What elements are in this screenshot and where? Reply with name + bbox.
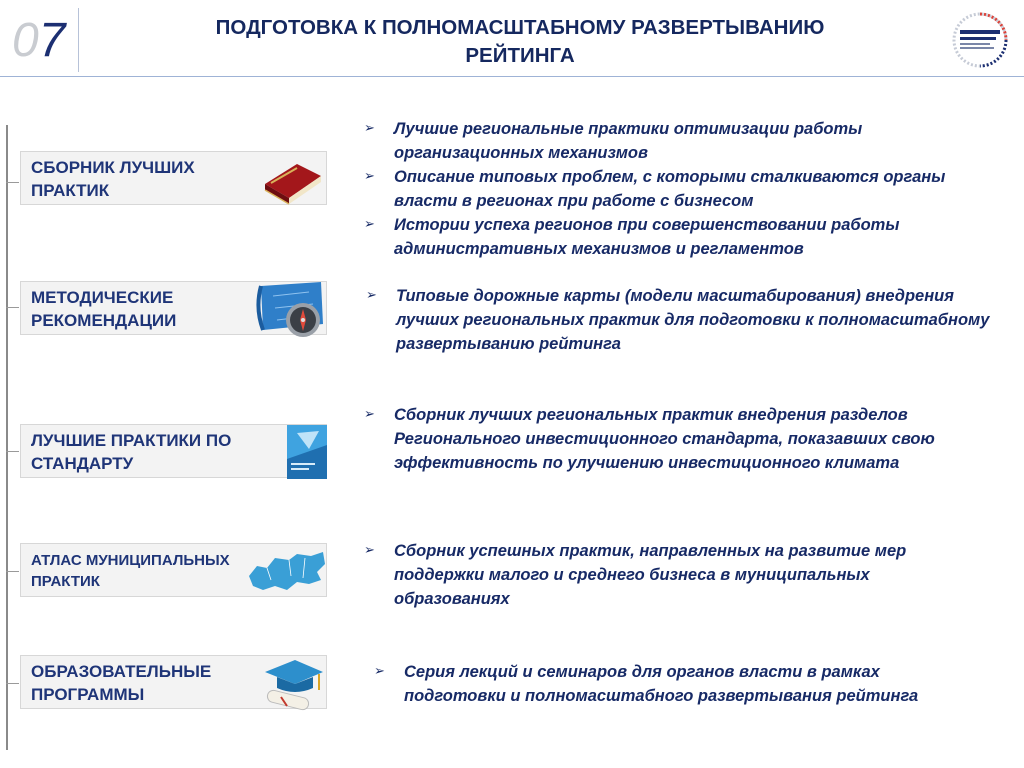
timeline-line <box>6 125 8 750</box>
section-label: АТЛАС МУНИЦИПАЛЬНЫХ ПРАКТИК <box>31 552 230 590</box>
bullet-item <box>374 660 984 708</box>
section-label: СБОРНИК ЛУЧШИХ ПРАКТИК <box>31 158 195 200</box>
bullet-text: Лучшие региональные практики оптимизации работы организационных механизмов <box>394 120 863 162</box>
section-box-education <box>20 655 327 709</box>
bullet-list-education <box>374 660 984 708</box>
book-icon <box>257 154 327 211</box>
timeline-tick <box>6 451 19 452</box>
slide-number-dim-digit: 0 <box>12 14 39 67</box>
bullet-item <box>364 403 984 475</box>
bullet-item <box>364 213 994 261</box>
bullet-item <box>364 165 994 213</box>
slide-number <box>12 14 65 68</box>
bullet-list-methodology <box>366 284 991 356</box>
bullet-text: Описание типовых проблем, с которыми сталкиваются органы власти в регионах при работе с бизнесом <box>394 168 946 210</box>
timeline-tick <box>6 571 19 572</box>
slide-number-divider <box>78 8 79 72</box>
bullet-item <box>366 284 991 356</box>
bullet-text: Сборник успешных практик, направленных на развитие мер поддержки малого и среднего бизнеса в муниципальных образованиях <box>394 542 907 608</box>
bullet-arrow-icon: ➢ <box>364 407 375 422</box>
section-label: МЕТОДИЧЕСКИЕ РЕКОМЕНДАЦИИ <box>31 288 177 330</box>
section-label: ЛУЧШИЕ ПРАКТИКИ ПО СТАНДАРТУ <box>31 431 232 473</box>
slide-number-main-digit: 7 <box>38 14 66 67</box>
section-label: ОБРАЗОВАТЕЛЬНЫЕ ПРОГРАММЫ <box>31 662 212 704</box>
map-compass-icon <box>251 280 331 345</box>
bullet-arrow-icon: ➢ <box>364 543 375 558</box>
header-divider <box>0 76 1024 77</box>
bullet-arrow-icon: ➢ <box>364 217 375 232</box>
bullet-list-municipal-atlas <box>364 539 984 611</box>
national-rating-logo-icon <box>948 10 1012 70</box>
bullet-item <box>364 117 994 165</box>
section-box-standard-practices <box>20 424 327 478</box>
bullet-arrow-icon: ➢ <box>366 288 377 303</box>
section-box-municipal-atlas <box>20 543 327 597</box>
bullet-text: Истории успеха регионов при совершенствовании работы административных механизмов и регламентов <box>394 216 900 258</box>
timeline-tick <box>6 307 19 308</box>
timeline-tick <box>6 182 19 183</box>
graduation-cap-icon <box>261 656 327 717</box>
section-box-methodology <box>20 281 327 335</box>
bullet-text: Сборник лучших региональных практик внедрения разделов Регионального инвестиционного стандарта, показавших свою эффективность по улучшению инвестиционного климата <box>394 406 935 472</box>
bullet-arrow-icon: ➢ <box>374 664 385 679</box>
page-title: ПОДГОТОВКА К ПОЛНОМАСШТАБНОМУ РАЗВЕРТЫВАНИЮ РЕЙТИНГА <box>215 16 825 67</box>
timeline-tick <box>6 683 19 684</box>
bullet-text: Типовые дорожные карты (модели масштабирования) внедрения лучших региональных практик для подготовки к полномасштабному развертыванию рейтинга <box>396 287 990 353</box>
bullet-list-best-practices <box>364 117 994 261</box>
bullet-arrow-icon: ➢ <box>364 169 375 184</box>
bullet-text: Серия лекций и семинаров для органов власти в рамках подготовки и полномасштабного развертывания рейтинга <box>404 663 919 705</box>
standard-booklet-icon <box>287 425 327 484</box>
section-box-best-practices <box>20 151 327 205</box>
bullet-arrow-icon: ➢ <box>364 121 375 136</box>
bullet-item <box>364 539 984 611</box>
bullet-list-standard-practices <box>364 403 984 475</box>
